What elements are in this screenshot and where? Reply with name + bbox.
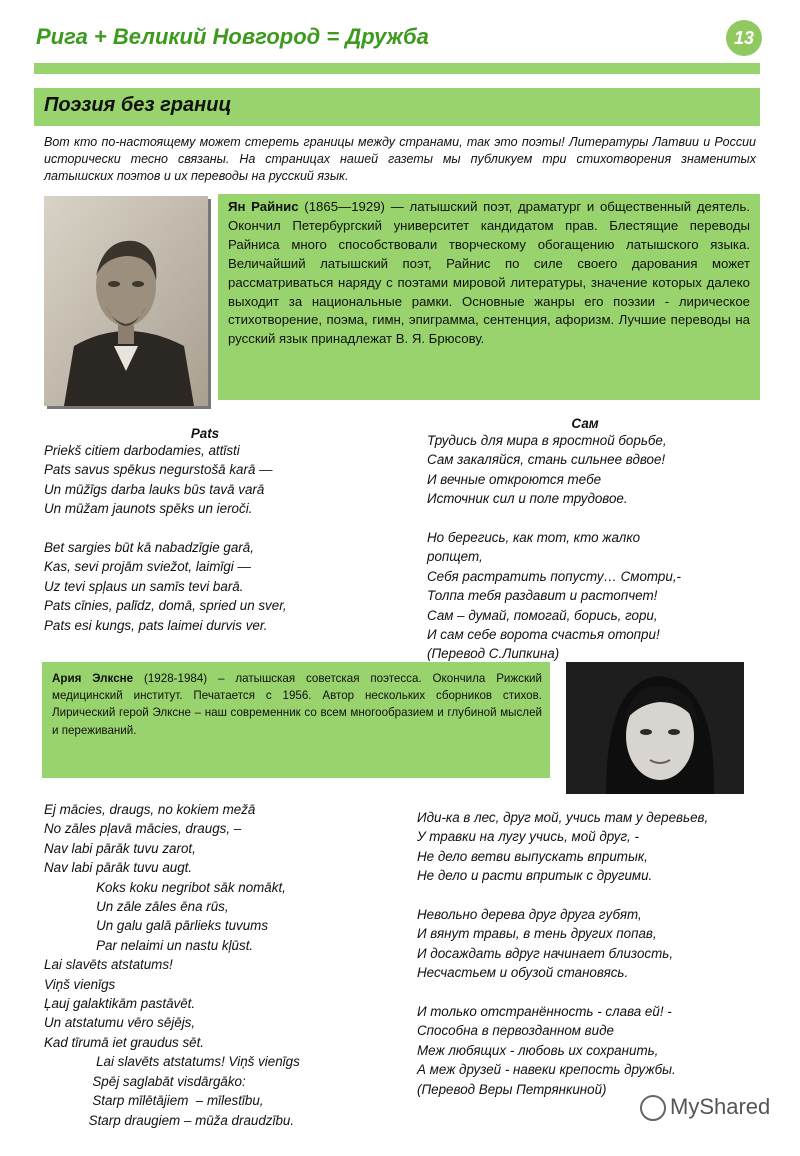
- rainis-portrait: [44, 196, 208, 406]
- elksne-bio-text: (1928-1984) – латышская советская поэтесса. Окончила Рижский медицинский институт. Печатается с 1956. Автор нескольких сборников стихов. Лирический герой Элксне – наш современник со всем многообразием и глубиной мыслей и переживаний.: [52, 672, 542, 737]
- rainis-name: Ян Райнис: [228, 199, 299, 214]
- page-number-badge: 13: [726, 20, 762, 56]
- elksne-biography-box: [42, 662, 550, 778]
- poem-sam-title: Сам: [571, 416, 599, 431]
- poem-pats-text: Priekš citiem darbodamies, attīsti Pats savus spēkus negurstošā karā — Un mūžīgs darba lauks būs tavā varā Un mūžam jaunots spēks un ieroči. Bet sargies būt kā nabadzīgie garā, Kas, sevi projām sviežot, laimīgi — Uz tevi spļaus un samīs tevi barā. Pats cīnies, palīdz, domā, spried un sver, Pats esi kungs, pats laimei durvis ver.: [44, 443, 287, 633]
- myshared-watermark: [640, 1094, 770, 1121]
- intro-paragraph: Вот кто по-настоящему может стереть границы между странами, так это поэты! Литературы Латвии и России исторически тесно связаны. На страницах нашей газеты мы публикуем три стихотворения знаменитых латышских поэтов и их переводы на русский язык.: [44, 135, 756, 183]
- portrait-illustration: [566, 662, 744, 794]
- page-header-title: Рига + Великий Новгород = Дружба: [36, 24, 429, 49]
- rainis-biography: [228, 198, 750, 349]
- rainis-biography-box: [218, 194, 760, 400]
- poem-elksne-russian: [417, 808, 787, 1099]
- rainis-bio-text: (1865—1929) — латышский поэт, драматург и общественный деятель. Окончил Петербургский университет кандидатом прав. Блестящие переводы Райниса много способствовали творческому обогащению латышского языка. Величайший латышский поэт, Райнис по силе своего дарования может рассматриваться наряду с поэтами мировой литературы, значение которых далеко выходит за национальные рамки. Основные жанры его поэзии - лирическое стихотворение, поэма, гимн, эпиграмма, сентенция, афоризм. Лучшие переводы на русский язык принадлежат В. Я. Брюсову.: [228, 199, 751, 347]
- poem-pats-title: Pats: [190, 426, 220, 441]
- poem-elksne-latvian: [44, 800, 404, 1130]
- elksne-portrait: [566, 662, 744, 794]
- portrait-illustration: [44, 196, 208, 406]
- poem-elksne-russian-text: Иди-ка в лес, друг мой, учись там у деревьев, У травки на лугу учись, мой друг, - Не дело ветви выпускать впритык, Не дело и расти впритык с другими. Невольно дерева друг друга губят, И вянут травы, в тень других попав, И досаждать вдруг начинает близость, Несчастьем и обузой становясь. И только отстранённость - слава ей! - Способна в первозданном виде Меж любящих - любовь их сохранить, А меж друзей - навеки крепость дружбы. (Перевод Веры Петрянкиной): [417, 810, 709, 1097]
- elksne-name: Ария Элксне: [52, 672, 134, 685]
- section-title: Поэзия без границ: [44, 94, 232, 116]
- watermark-text: MyShared: [670, 1094, 771, 1119]
- poem-sam: [427, 416, 767, 664]
- poem-elksne-latvian-text: Ej mācies, draugs, no kokiem mežā No zāles pļavā mācies, draugs, – Nav labi pārāk tuvu zarot, Nav labi pārāk tuvu augt. Koks koku negribot sāk nomākt, Un zāle zāles ēna rūs, Un galu galā pārlieks tuvums Par nelaimi un nastu kļūst. Lai slavēts atstatums! Viņš vienīgs Ļauj galaktikām pastāvēt. Un atstatumu vēro sējējs, Kad tīrumā iet graudus sēt. Lai slavēts atstatums! Viņš vienīgs Spēj saglabāt visdārgāko: Starp mīlētājiem – mīlestību, Starp draugiem – mūža draudzību.: [44, 802, 300, 1128]
- poem-pats: [44, 426, 404, 635]
- elksne-biography: [52, 670, 542, 739]
- poem-sam-text: Трудись для мира в яростной борьбе, Сам закаляйся, стань сильнее вдвое! И вечные откроются тебе Источник сил и поле трудовое. Но берегись, как тот, кто жалко ропщет, Себя растратить попусту… Смотри,- Толпа тебя раздавит и растопчет! Сам – думай, помогай, борись, гори, И сам себе ворота счастья отопри! (Перевод С.Липкина): [427, 433, 681, 662]
- header-divider: [34, 63, 760, 74]
- watermark-logo-icon: [640, 1095, 666, 1121]
- section-banner: [34, 88, 760, 126]
